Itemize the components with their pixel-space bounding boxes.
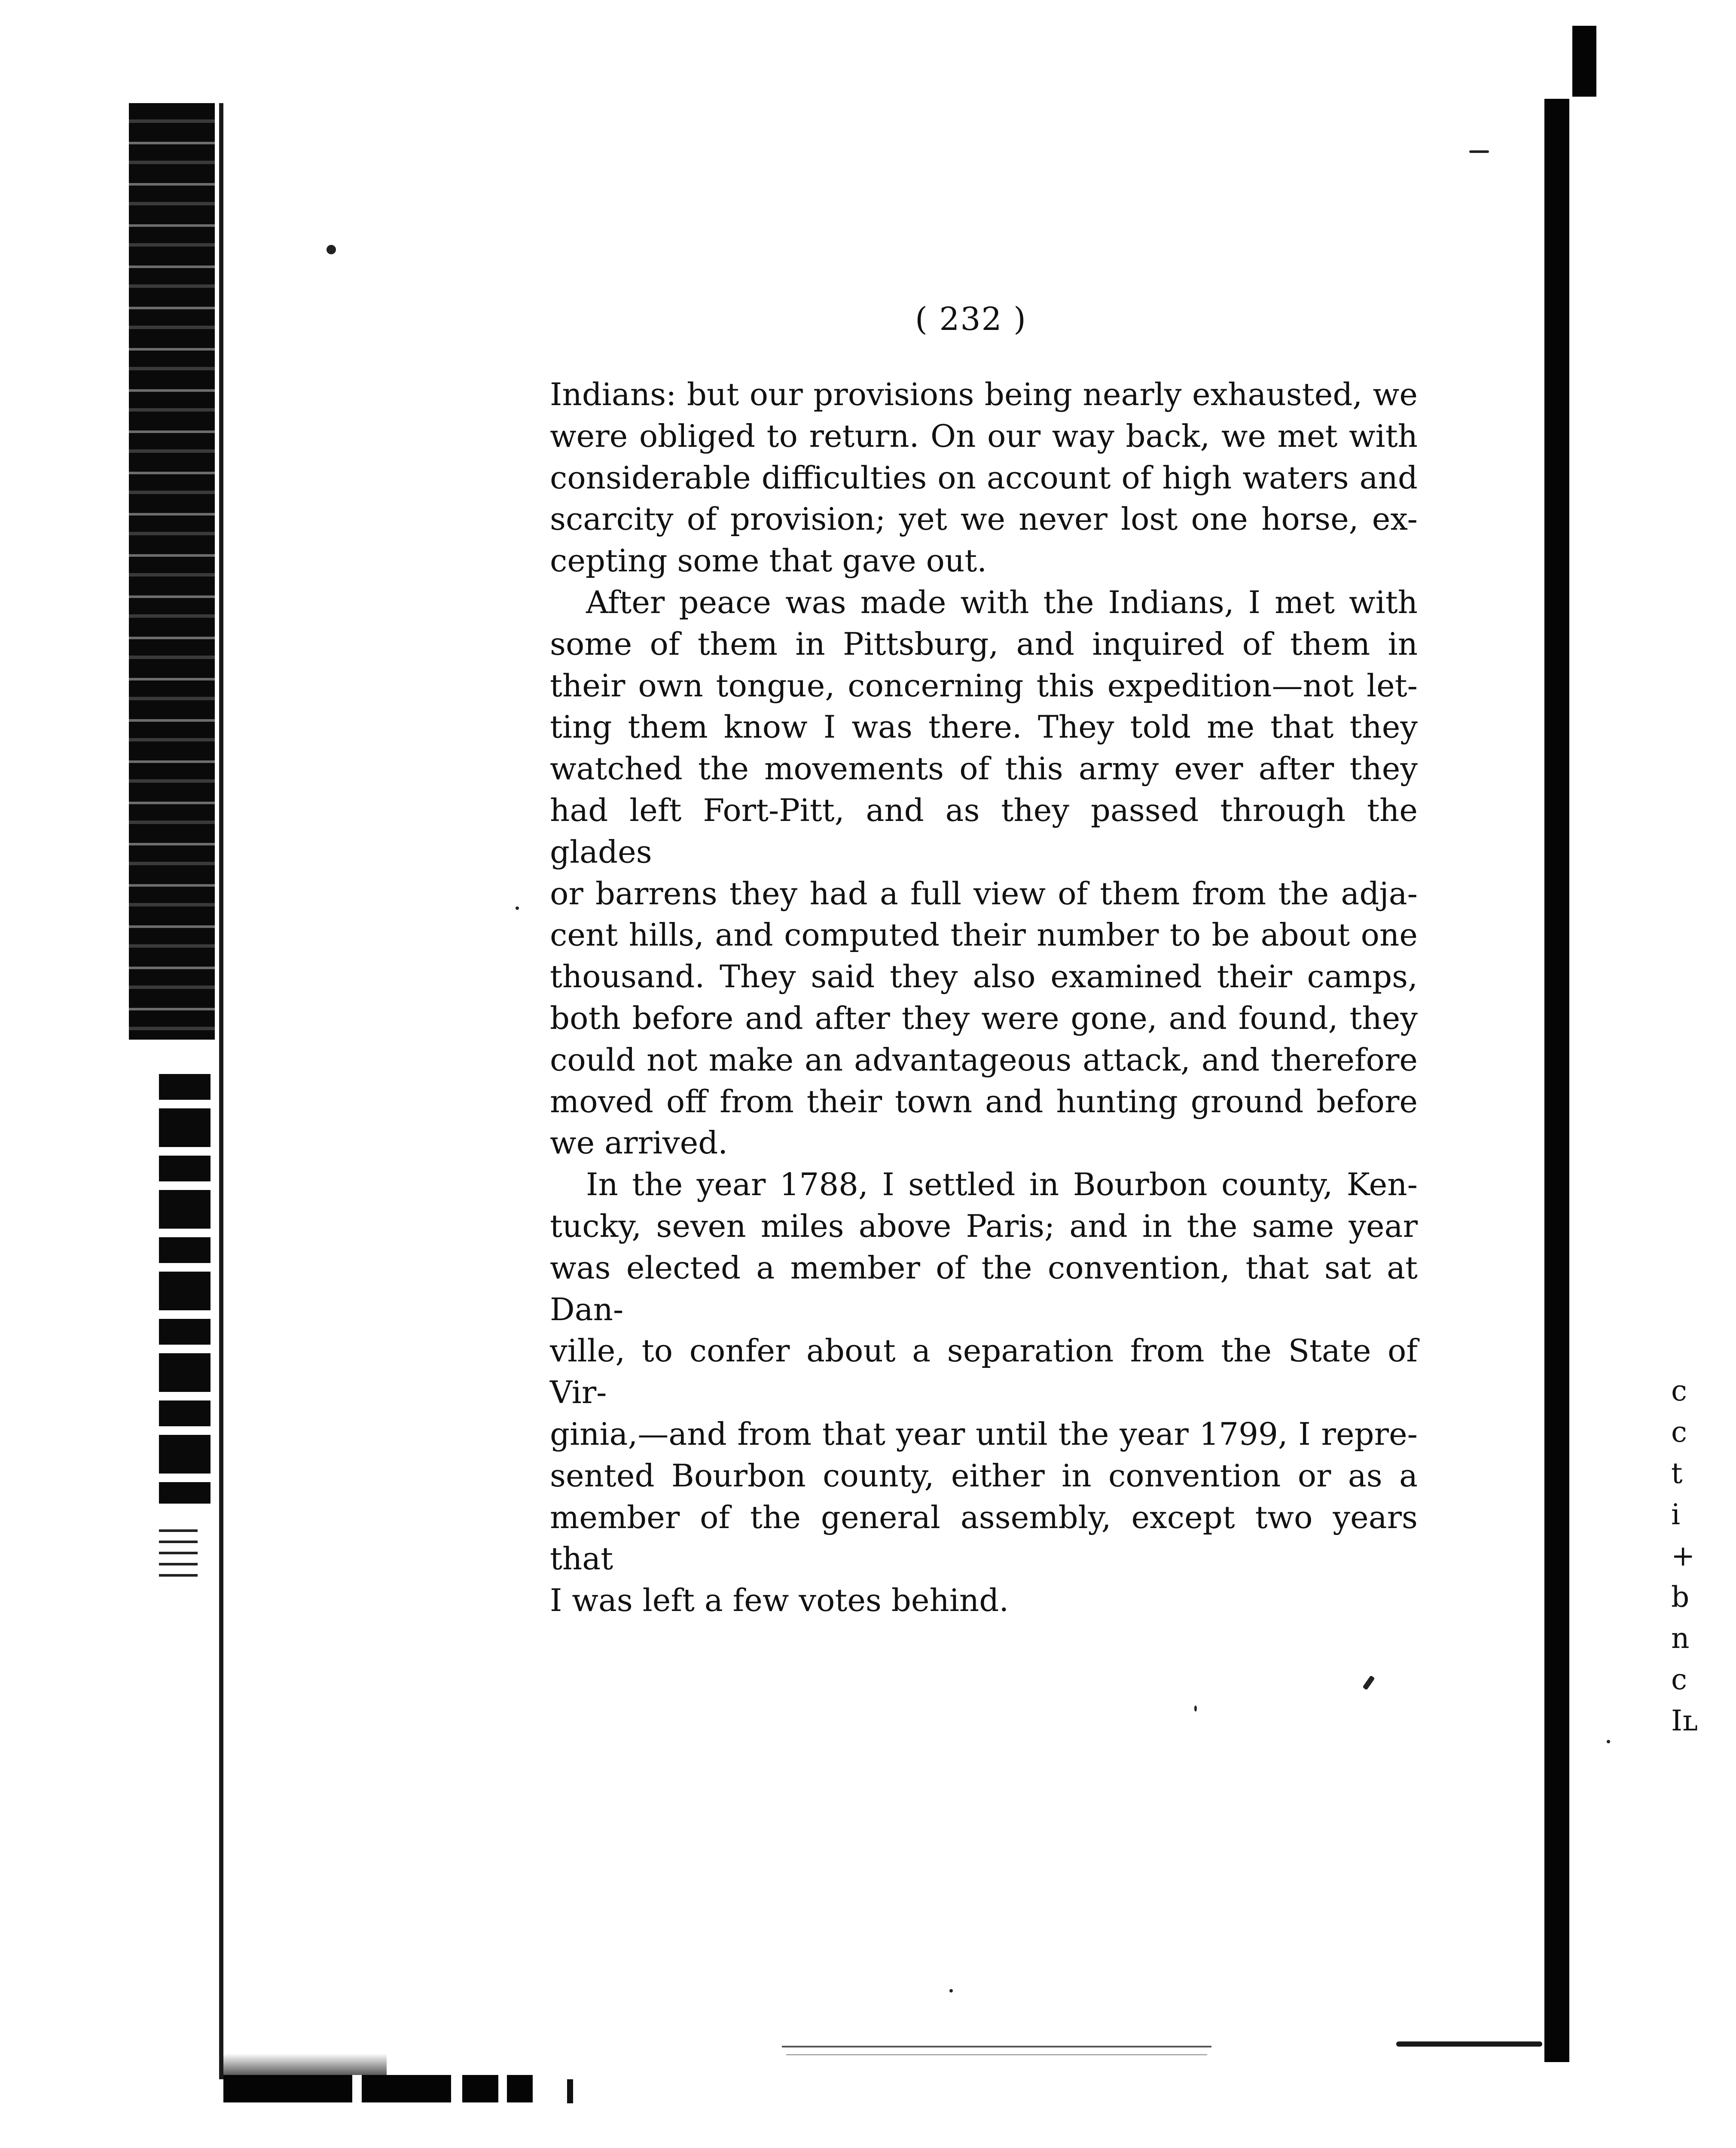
scan-edge-left-line	[219, 103, 223, 2079]
scan-edge-right-bar	[1544, 99, 1569, 2062]
text-line: had left Fort-Pitt, and as they passed through the glades	[550, 792, 1418, 870]
body-text	[550, 374, 1418, 1621]
fragment-letter: c	[1671, 1416, 1687, 1449]
fragment-letter: c	[1671, 1663, 1687, 1696]
scan-bottom-right-mark	[1396, 2041, 1542, 2047]
scan-speck	[1362, 1675, 1375, 1690]
text-line: member of the general assembly, except two years that	[550, 1499, 1418, 1577]
text-line: scarcity of provision; yet we never lost one horse, ex-	[550, 501, 1418, 537]
text-line: considerable difficulties on account of high waters and	[550, 459, 1418, 496]
scan-edge-left-ticks	[159, 1529, 198, 1581]
scan-edge-right-top	[1572, 26, 1596, 97]
scan-edge-bottom-mark	[567, 2079, 573, 2103]
text-line: watched the movements of this army ever after they	[550, 751, 1418, 787]
fragment-letter: Iʟ	[1671, 1704, 1698, 1737]
fragment-letter: +	[1671, 1539, 1695, 1572]
scan-speck	[1607, 1740, 1610, 1743]
text-line: In the year 1788, I settled in Bourbon county, Ken-	[586, 1166, 1418, 1203]
fragment-letter: c	[1671, 1374, 1687, 1407]
scan-edge-left	[129, 103, 215, 1040]
fragment-letter: i	[1671, 1498, 1681, 1531]
text-line: cepting some that gave out.	[550, 543, 987, 579]
text-line: some of them in Pittsburg, and inquired of them in	[550, 625, 1418, 662]
scan-speck	[516, 906, 519, 910]
text-line: were obliged to return. On our way back, we met with	[550, 418, 1418, 454]
text-line: was elected a member of the convention, that sat at Dan-	[550, 1249, 1418, 1327]
text-line: Indians: but our provisions being nearly exhausted, we	[550, 376, 1418, 412]
scan-edge-bottom	[223, 2075, 533, 2102]
text-line: sented Bourbon county, either in convention or as a	[550, 1457, 1418, 1494]
text-line: tucky, seven miles above Paris; and in the same year	[550, 1208, 1418, 1244]
scan-speck	[949, 1989, 953, 1992]
scan-speck	[1194, 1706, 1197, 1712]
text-line: After peace was made with the Indians, I met with	[586, 584, 1418, 620]
text-line: their own tongue, concerning this expedition—not let-	[550, 667, 1418, 704]
text-line: I was left a few votes behind.	[550, 1582, 1009, 1619]
text-line: ville, to confer about a separation from the State of Vir-	[550, 1333, 1418, 1411]
paragraph	[550, 582, 1418, 1164]
text-line: cent hills, and computed their number to be about one	[550, 917, 1418, 953]
text-line: ginia,—and from that year until the year 1799, I repre-	[550, 1416, 1418, 1452]
scan-edge-left-lower	[159, 1074, 211, 1504]
fragment-letter: b	[1671, 1580, 1690, 1614]
text-line: or barrens they had a full view of them from the adja-	[550, 875, 1418, 912]
text-line: thousand. They said they also examined their camps,	[550, 958, 1418, 995]
facing-page-fragments	[1671, 1370, 1723, 1742]
text-line: ting them know I was there. They told me that they	[550, 709, 1418, 745]
scan-edge-bottom-fade	[223, 2053, 387, 2075]
scan-bottom-rule	[782, 2046, 1211, 2047]
paragraph	[550, 1164, 1418, 1621]
scan-speck	[326, 245, 336, 254]
fragment-letter: n	[1671, 1622, 1690, 1655]
scan-bottom-rule-thin	[786, 2054, 1207, 2055]
scan-speck	[1469, 150, 1489, 153]
page-number: ( 232 )	[915, 301, 1027, 338]
text-line: could not make an advantageous attack, and therefore	[550, 1041, 1418, 1078]
text-line: we arrived.	[550, 1125, 728, 1161]
text-line: both before and after they were gone, and found, they	[550, 1000, 1418, 1036]
paragraph	[550, 374, 1418, 582]
text-line: moved off from their town and hunting ground before	[550, 1083, 1418, 1120]
fragment-letter: t	[1671, 1457, 1683, 1490]
